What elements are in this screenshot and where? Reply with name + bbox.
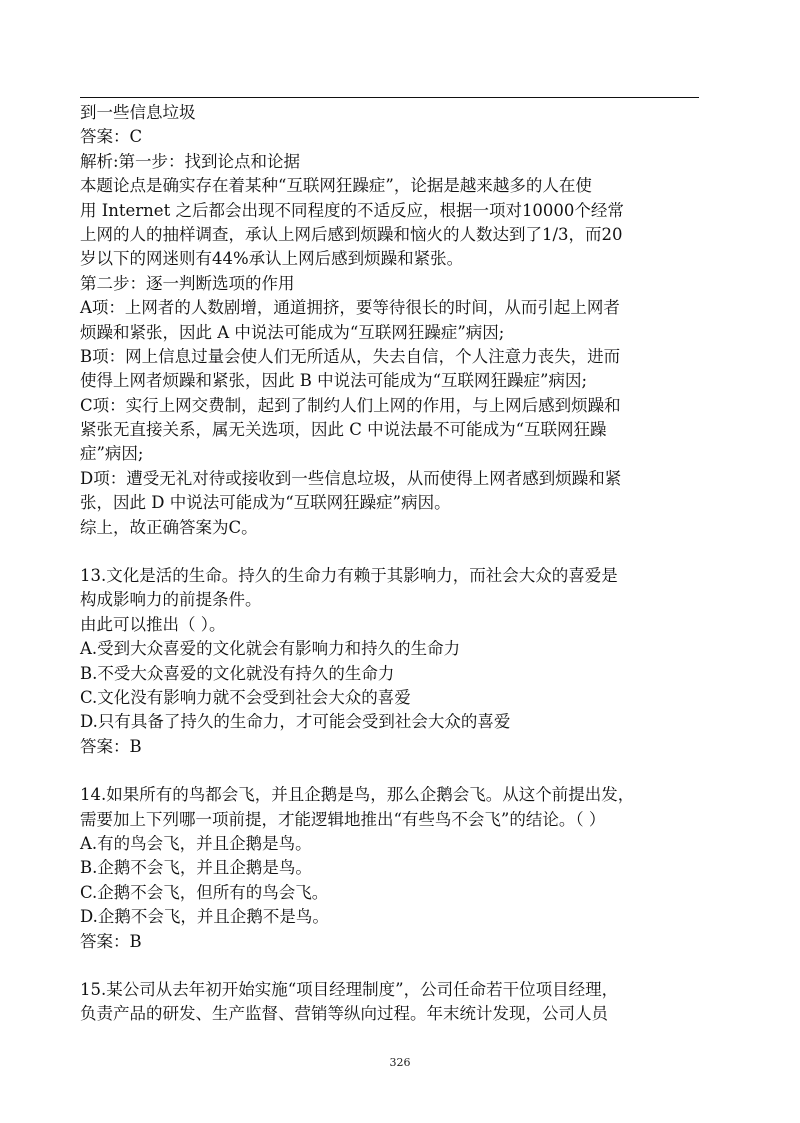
page-body [80,101,705,1027]
text-line: 岁以下的网迷则有44%承认上网后感到烦躁和紧张。 [80,249,464,269]
question-stem: 负责产品的研发、生产监督、营销等纵向过程。年末统计发现，公司人员 [80,1004,608,1024]
text-line: 到一些信息垃圾 [80,103,196,122]
text-line: 烦躁和紧张，因此 A 中说法可能成为“互联网狂躁症”病因; [80,322,505,342]
option-c: C.企鹅不会飞，但所有的鸟会飞。 [80,882,329,902]
question-15 [80,978,705,1027]
option-b: B.企鹅不会飞，并且企鹅是鸟。 [80,858,312,878]
question-stem: 需要加上下列哪一项前提，才能逻辑地推出“有些鸟不会飞”的结论。（ ） [80,809,606,829]
spacer [80,759,705,783]
conclusion-line: 综上，故正确答案为C。 [80,517,258,537]
text-line: 用 Internet 之后都会出现不同程度的不适反应，根据一项对10000个经常 [80,200,624,220]
question-stem: 构成影响力的前提条件。 [80,590,262,610]
text-line: 症”病因; [80,444,144,464]
spacer [80,954,705,978]
question-stem: 15.某公司从去年初开始实施“项目经理制度”，公司任命若干位项目经理， [80,979,619,999]
answer-line: 答案：C [80,127,143,147]
text-line: 解析:第一步：找到论点和论据 [80,151,301,171]
text-line: C项：实行上网交费制，起到了制约人们上网的作用，与上网后感到烦躁和 [80,395,621,415]
analysis-section [80,101,705,540]
option-a: A.有的鸟会飞，并且企鹅是鸟。 [80,833,312,853]
answer-line: 答案：B [80,931,142,951]
option-d: D.只有具备了持久的生命力，才可能会受到社会大众的喜爱 [80,712,511,732]
option-b: B.不受大众喜爱的文化就没有持久的生命力 [80,663,395,683]
text-line: 上网的人的抽样调查，承认上网后感到烦躁和恼火的人数达到了1/3，而20 [80,224,623,244]
answer-line: 答案：B [80,736,142,756]
text-line: 张，因此 D 中说法可能成为“互联网狂躁症”病因。 [80,493,451,513]
text-line: B项：网上信息过量会使人们无所适从，失去自信，个人注意力丧失，进而 [80,346,621,366]
text-line: D项：遭受无礼对待或接收到一些信息垃圾，从而使得上网者感到烦躁和紧 [80,468,622,488]
question-14 [80,783,705,954]
question-prompt: 由此可以推出（ ）。 [80,614,226,634]
question-13 [80,564,705,759]
option-c: C.文化没有影响力就不会受到社会大众的喜爱 [80,687,411,707]
option-d: D.企鹅不会飞，并且企鹅不是鸟。 [80,907,329,927]
page-number: 326 [389,1056,411,1069]
question-stem: 13.文化是活的生命。持久的生命力有赖于其影响力，而社会大众的喜爱是 [80,566,618,586]
header-rule [80,97,699,98]
question-stem: 14.如果所有的鸟都会飞，并且企鹅是鸟，那么企鹅会飞。从这个前提出发， [80,785,635,805]
text-line: 紧张无直接关系，属无关选项，因此 C 中说法最不可能成为“互联网狂躁 [80,420,607,440]
text-line: 使得上网者烦躁和紧张，因此 B 中说法可能成为“互联网狂躁症”病因; [80,371,588,391]
text-line: 本题论点是确实存在着某种“互联网狂躁症”，论据是越来越多的人在使 [80,176,592,196]
text-line: A项：上网者的人数剧增，通道拥挤，要等待很长的时间，从而引起上网者 [80,298,620,318]
spacer [80,540,705,564]
option-a: A.受到大众喜爱的文化就会有影响力和持久的生命力 [80,639,461,659]
text-line: 第二步：逐一判断选项的作用 [80,273,295,293]
